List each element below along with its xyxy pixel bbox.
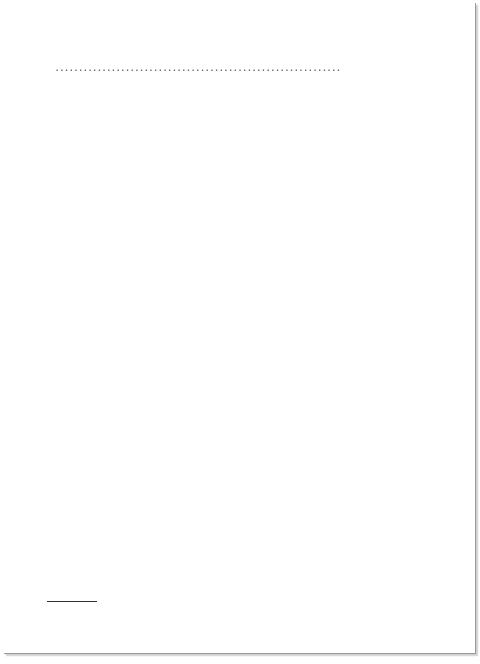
book-page	[4, 3, 476, 654]
folio-rule	[47, 601, 97, 602]
table-of-contents	[54, 51, 422, 79]
toc-chapter-heading	[54, 64, 422, 78]
dot-leader	[56, 64, 398, 74]
